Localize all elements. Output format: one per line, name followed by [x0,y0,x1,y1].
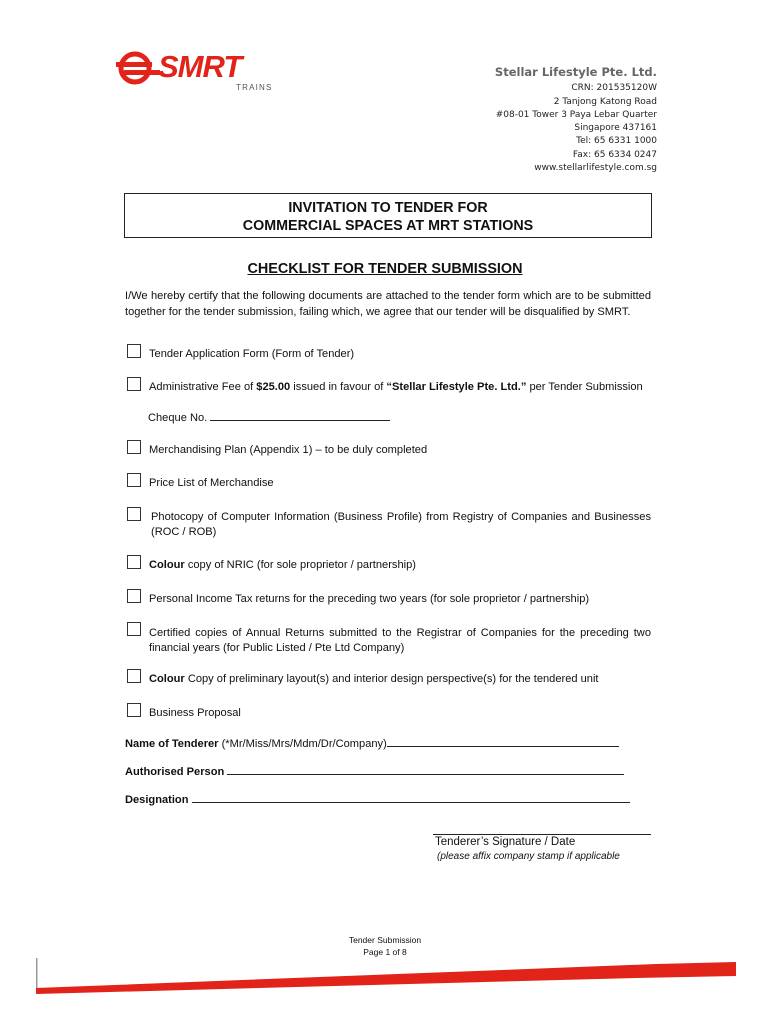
item-preliminary-layout: Colour Copy of preliminary layout(s) and interior design perspective(s) for the tendered unit [149,673,599,685]
signature-note: (please affix company stamp if applicable [437,851,620,862]
name-of-tenderer-line[interactable] [387,736,619,747]
authorised-person-line[interactable] [227,764,624,775]
company-tel: Tel: 65 6331 1000 [576,136,657,147]
designation-line[interactable] [192,792,630,803]
checkbox-annual-returns[interactable] [127,622,141,636]
company-street: 2 Tanjong Katong Road [553,96,657,107]
logo-brand: SMRT [158,49,242,84]
company-name: Stellar Lifestyle Pte. Ltd. [494,65,657,79]
checkbox-price-list[interactable] [127,473,141,487]
company-unit: #08-01 Tower 3 Paya Lebar Quarter [495,109,657,120]
title-line-2: COMMERCIAL SPACES AT MRT STATIONS [242,218,534,234]
checkbox-colour-nric[interactable] [127,555,141,569]
item-income-tax-returns: Personal Income Tax returns for the preceding two years (for sole proprietor / partnership) [149,593,590,605]
checkbox-business-proposal[interactable] [127,703,141,717]
smrt-trains-logo [116,44,286,94]
item-administrative-fee: Administrative Fee of $25.00 issued in favour of “Stellar Lifestyle Pte. Ltd.” per Tender Submission [149,381,643,393]
item-business-proposal: Business Proposal [149,707,241,719]
cheque-number-field: Cheque No. [148,410,650,426]
company-address-block [495,66,657,175]
cheque-number-line[interactable] [210,410,390,421]
footer-accent-bar [36,958,736,994]
checkbox-computer-information[interactable] [127,507,141,521]
item-annual-returns: Certified copies of Annual Returns submitted to the Registrar of Companies for the preceding two financial years (for Public Listed / Pte Ltd Company) [149,627,651,654]
item-computer-information: Photocopy of Computer Information (Business Profile) from Registry of Companies and Businesses (ROC / ROB) [151,511,651,538]
footer-document-name: Tender Submission [348,935,422,945]
checkbox-merchandising-plan[interactable] [127,440,141,454]
checklist-heading: CHECKLIST FOR TENDER SUBMISSION [247,261,523,277]
title-line-1: INVITATION TO TENDER FOR [288,200,488,216]
signature-label: Tenderer’s Signature / Date [435,836,576,848]
item-price-list: Price List of Merchandise [149,477,274,489]
authorised-person-field: Authorised Person [125,764,624,778]
company-postal: Singapore 437161 [574,123,657,134]
checkbox-tender-application-form[interactable] [127,344,141,358]
certification-paragraph: I/We hereby certify that the following documents are attached to the tender form which are to be submitted together for the tender submission, failing which, we agree that our tender will be disqualified by SMRT. [125,290,651,318]
footer-page-number: Page 1 of 8 [363,947,407,957]
item-merchandising-plan: Merchandising Plan (Appendix 1) – to be duly completed [149,444,428,456]
name-of-tenderer-field: Name of Tenderer (*Mr/Miss/Mrs/Mdm/Dr/Company) [125,736,619,750]
checkbox-administrative-fee[interactable] [127,377,141,391]
item-tender-application-form: Tender Application Form (Form of Tender) [149,348,355,360]
signature-line[interactable] [433,834,651,835]
company-website: www.stellarlifestyle.com.sg [534,163,657,174]
logo-sub: TRAINS [236,83,273,92]
document-title-box [124,193,652,238]
checkbox-preliminary-layout[interactable] [127,669,141,683]
company-fax: Fax: 65 6334 0247 [572,149,657,160]
designation-field: Designation [125,792,630,806]
company-crn: CRN: 201535120W [571,83,657,94]
checkbox-income-tax-returns[interactable] [127,589,141,603]
item-colour-nric: Colour copy of NRIC (for sole proprietor / partnership) [149,559,416,571]
